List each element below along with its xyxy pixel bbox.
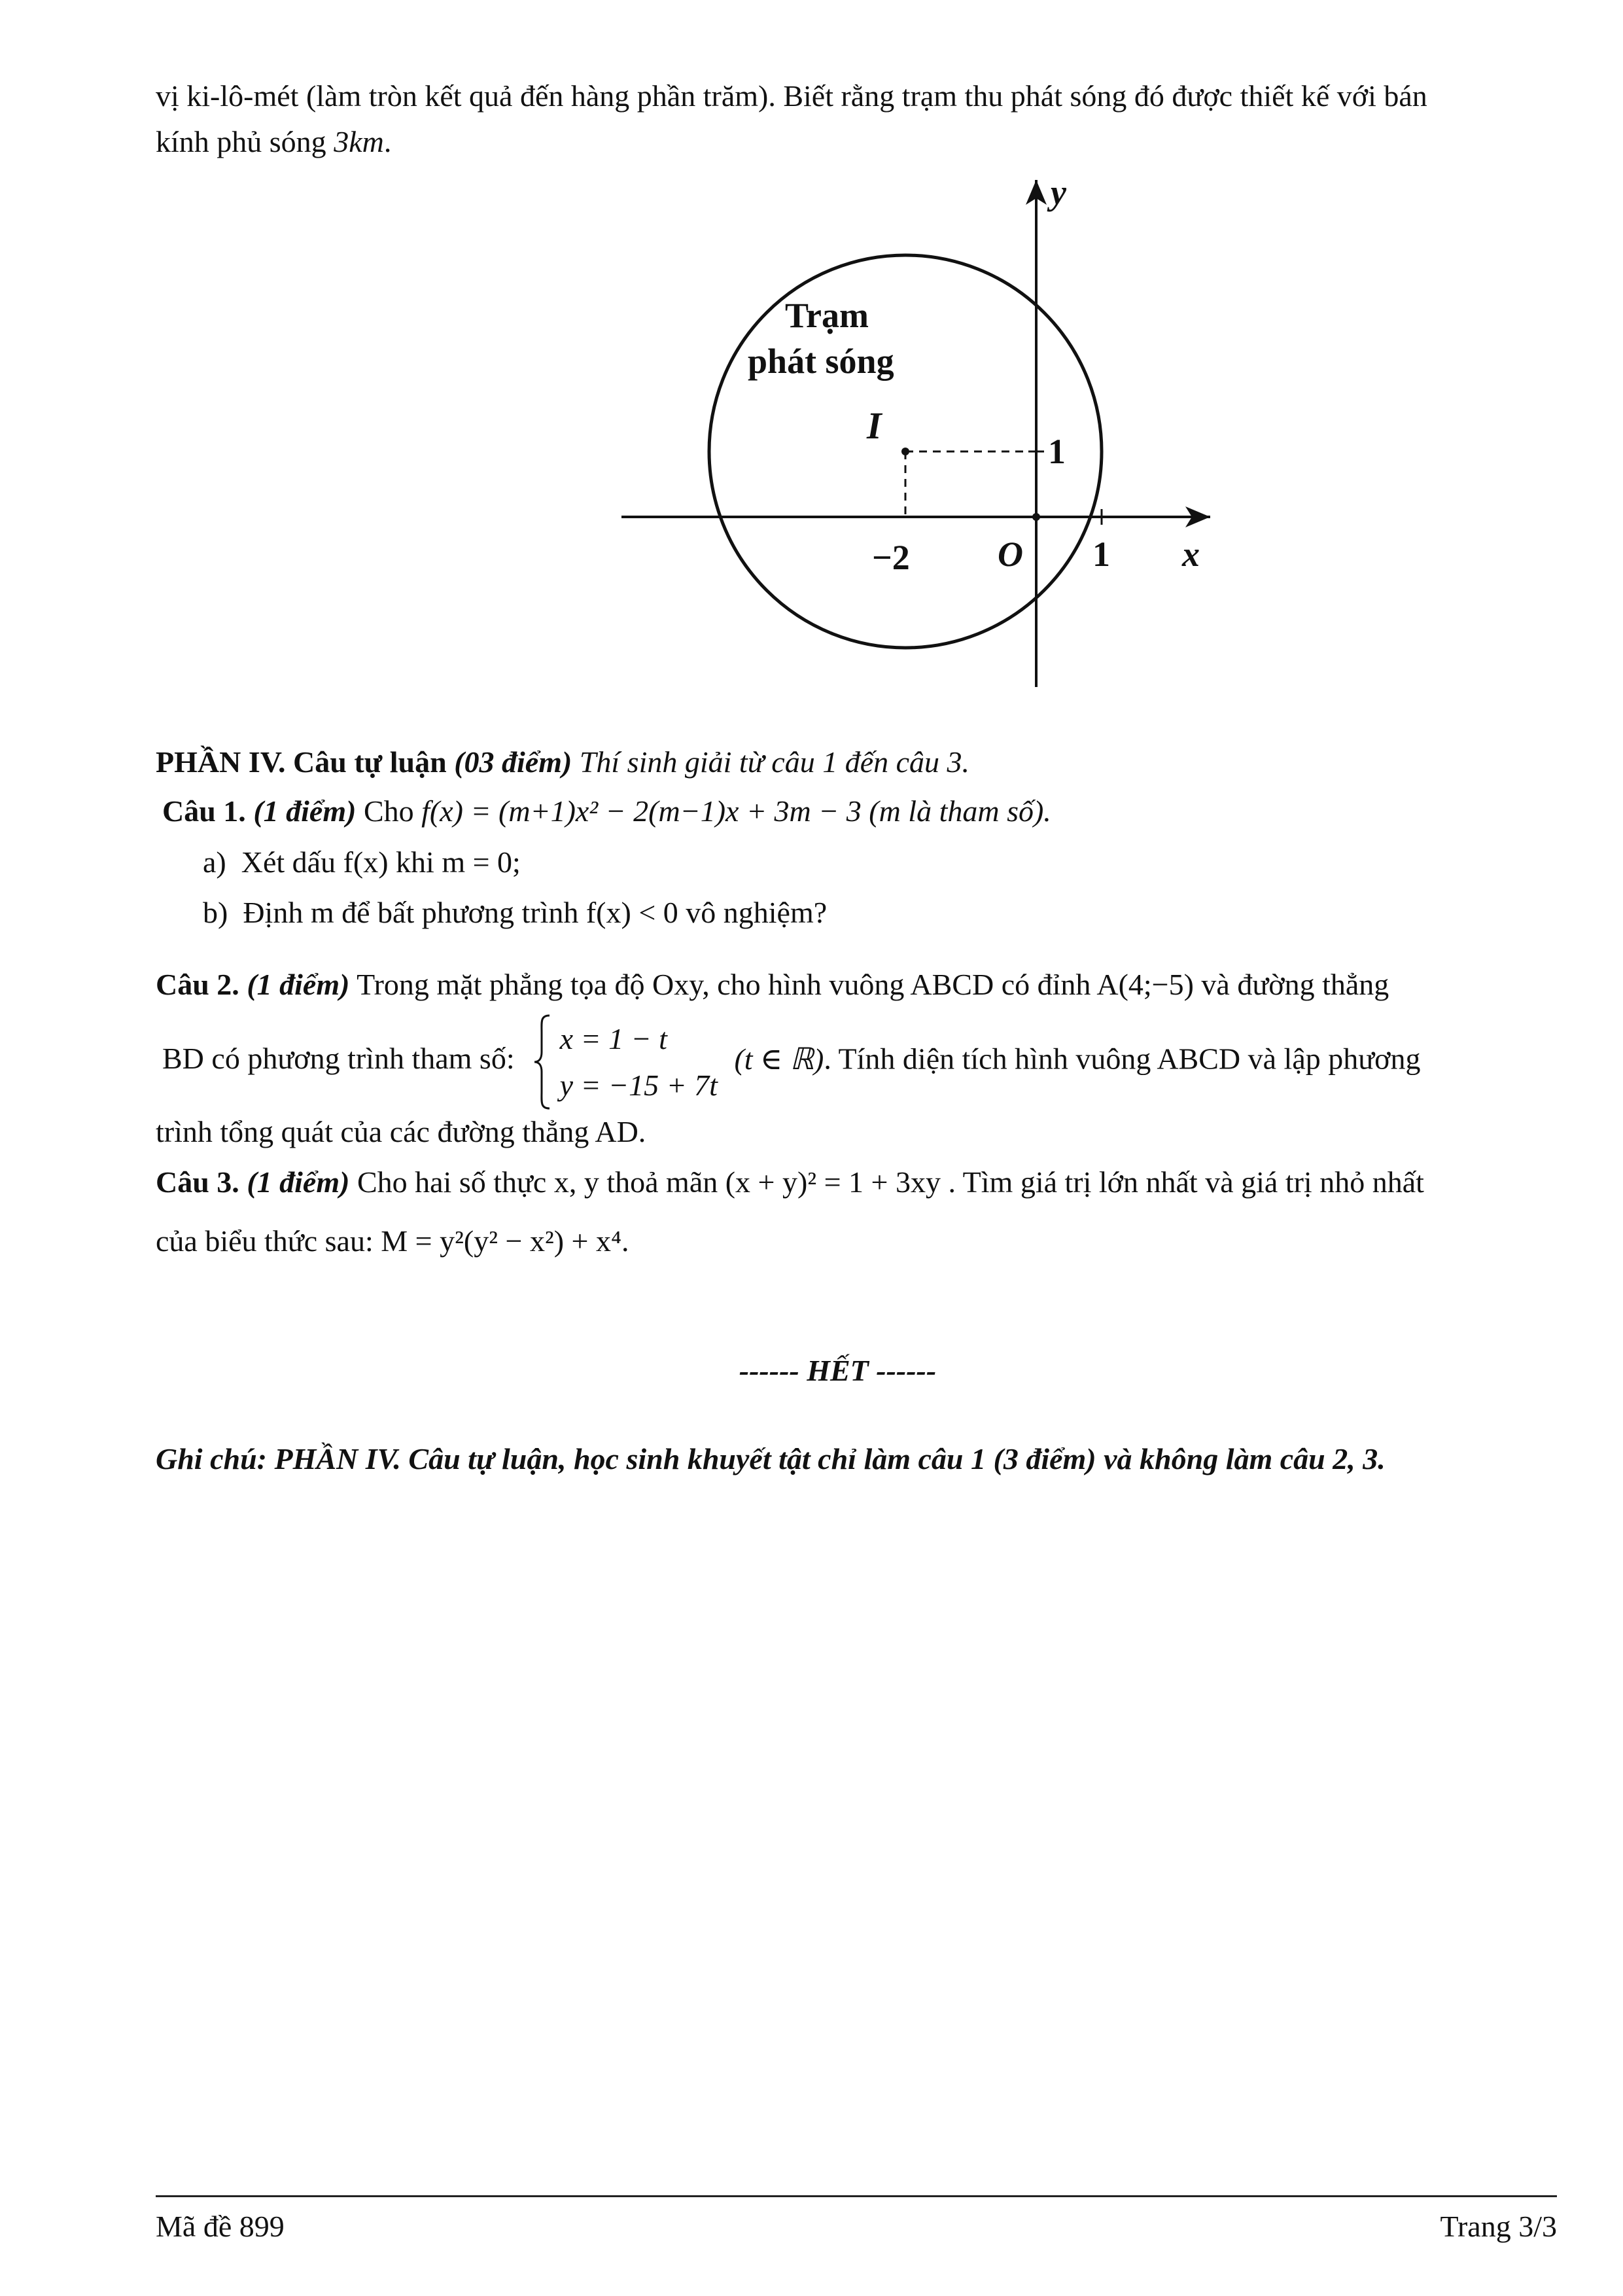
- q2-line-1: [156, 962, 1529, 1007]
- footer-exam-code: Mã đề 899: [156, 2210, 285, 2243]
- q1-part-a: [203, 839, 1577, 885]
- q1-formula: f(x) = (m+1)x² − 2(m−1)x + 3m − 3: [421, 794, 862, 828]
- q3-points: (1 điểm): [247, 1165, 350, 1199]
- special-note: Ghi chú: PHẦN IV. Câu tự luận, học sinh khuyết tật chỉ làm câu 1 (3 điểm) và không làm câu 2, 3.: [156, 1442, 1386, 1475]
- intro-radius: 3km: [334, 125, 384, 158]
- q2-line-2: [162, 1013, 1536, 1111]
- intro-line-2: [156, 119, 1529, 164]
- q2-system: [532, 1013, 718, 1111]
- q1-b-label: b): [203, 896, 228, 929]
- footer-divider: [156, 2195, 1557, 2197]
- label-o: O: [998, 535, 1023, 574]
- part4-points: (03 điểm): [454, 745, 572, 779]
- q3-line-2: của biểu thức sau: M = y²(y² − x²) + x⁴.: [156, 1224, 629, 1258]
- q1-a-text: Xét dấu f(x) khi m = 0;: [241, 845, 521, 879]
- q2-system-row-1: x = 1 − t: [559, 1021, 667, 1055]
- q2-line-3: trình tổng quát của các đường thẳng AD.: [156, 1115, 646, 1148]
- label-station-1: Trạm: [785, 296, 869, 335]
- tick-label-y-1: 1: [1048, 432, 1066, 471]
- tick-label-x-1: 1: [1092, 535, 1110, 574]
- q1-part-b: [203, 890, 1577, 935]
- q2-label: Câu 2.: [156, 968, 239, 1001]
- intro-line-2-end: .: [383, 125, 392, 158]
- q1-a-label: a): [203, 845, 226, 879]
- q1-label: Câu 1.: [162, 794, 246, 828]
- tick-label-minus-2: −2: [872, 538, 910, 577]
- q3-label: Câu 3.: [156, 1165, 239, 1199]
- station-coverage-figure: [608, 170, 1223, 694]
- q2-line-2-post: . Tính diện tích hình vuông ABCD và lập phương: [824, 1042, 1421, 1076]
- q1-points: (1 điểm): [253, 794, 357, 828]
- point-i: [901, 448, 909, 455]
- q2-system-brace: [532, 1013, 552, 1111]
- part4-instruction: Thí sinh giải từ câu 1 đến câu 3.: [579, 745, 970, 779]
- q1-text-pre: Cho: [363, 794, 414, 828]
- label-y: y: [1051, 173, 1066, 212]
- footer-page-number: Trang 3/3: [1440, 2210, 1557, 2243]
- q2-points: (1 điểm): [247, 968, 350, 1001]
- label-x: x: [1182, 535, 1200, 574]
- q1-note: (m là tham số).: [869, 794, 1051, 828]
- q2-param: (t ∈ ℝ): [734, 1042, 824, 1076]
- origin-point: [1032, 513, 1040, 521]
- end-mark: ------ HẾT ------: [739, 1354, 937, 1387]
- label-station-2: phát sóng: [748, 342, 894, 381]
- q2-line-1-text: Trong mặt phẳng tọa độ Oxy, cho hình vuông ABCD có đỉnh A(4;−5) và đường thẳng: [357, 968, 1389, 1001]
- q2-line-2-pre: BD có phương trình tham số:: [162, 1041, 515, 1075]
- part4-title: PHẦN IV. Câu tự luận: [156, 745, 447, 779]
- intro-line-1: vị ki-lô-mét (làm tròn kết quả đến hàng phần trăm). Biết rằng trạm thu phát sóng đó được thiết kế với bán: [156, 79, 1427, 113]
- label-i: I: [867, 404, 882, 447]
- q2-line-2-lead: [162, 1036, 515, 1081]
- q1-stem: [162, 788, 1536, 834]
- q1-b-text: Định m để bất phương trình f(x) < 0 vô nghiệm?: [243, 896, 828, 929]
- q3-line-1-text: Cho hai số thực x, y thoả mãn (x + y)² = 1 + 3xy . Tìm giá trị lớn nhất và giá trị nhỏ nhất: [357, 1165, 1424, 1199]
- intro-line-2-text: kính phủ sóng: [156, 125, 334, 158]
- q3-line-1: [156, 1159, 1529, 1205]
- part4-heading: [156, 739, 1529, 785]
- q2-system-rows: [560, 1016, 718, 1109]
- q2-system-row-2: y = −15 + 7t: [559, 1069, 718, 1102]
